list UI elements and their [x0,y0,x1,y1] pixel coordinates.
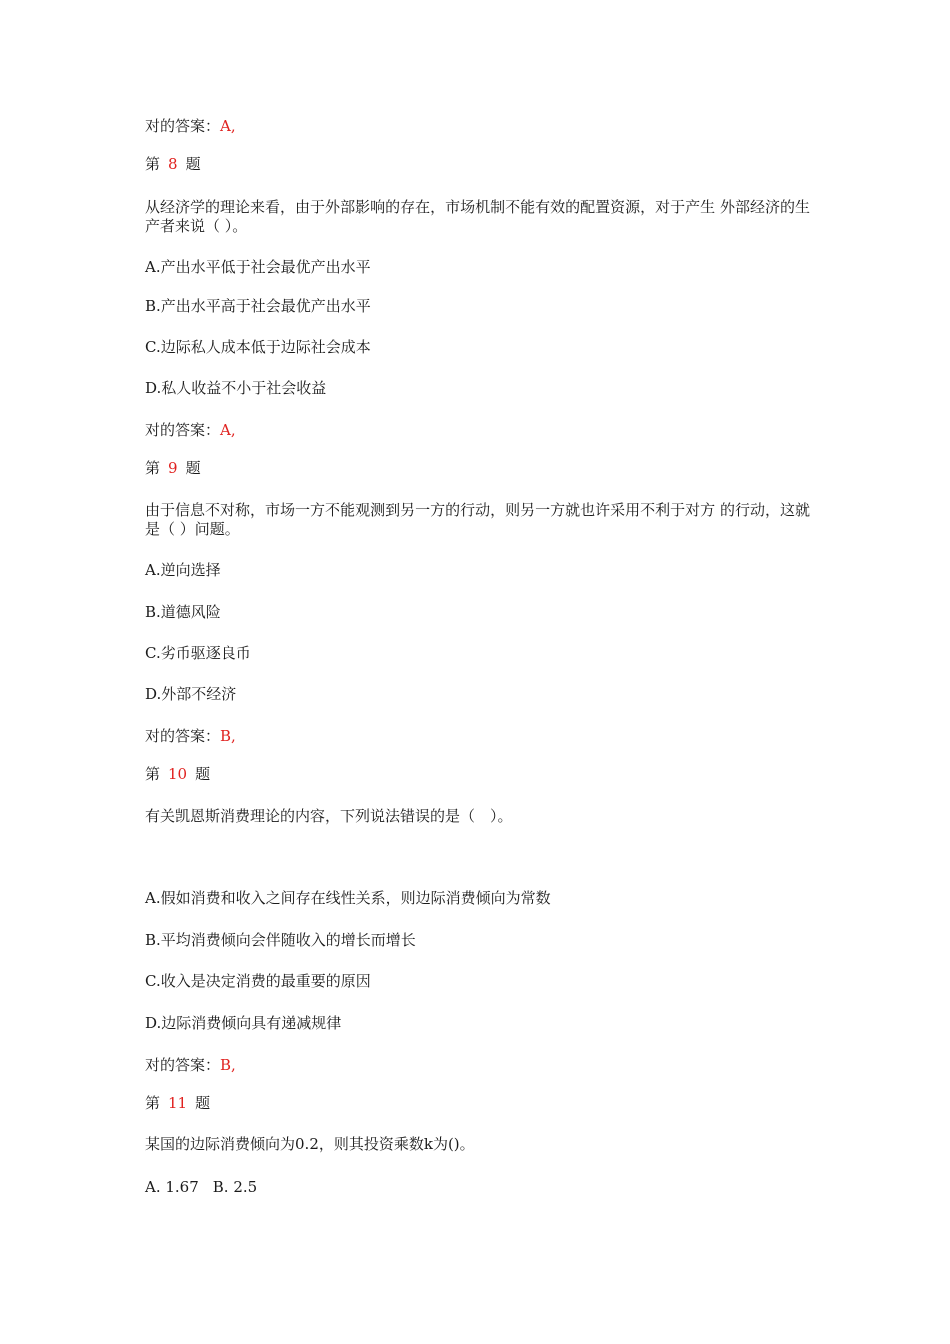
option-q9-b: B.道德风险 [145,603,221,621]
option-q9-a: A.逆向选择 [145,561,221,579]
question-prefix: 第 [145,1094,161,1112]
answer-line-q8 [145,421,810,440]
option-q9-c: C.劣币驱逐良币 [145,644,251,662]
option-q8-b: B.产出水平高于社会最优产出水平 [145,297,371,315]
question-number: 8 [168,155,178,173]
option-q8-c: C.边际私人成本低于边际社会成本 [145,338,371,356]
answer-value: A, [220,117,236,135]
question-heading-q11 [145,1094,810,1113]
question-prefix: 第 [145,765,161,783]
answer-value: A, [220,421,236,439]
options-row-q11 [145,1178,810,1197]
question-text-q9: 由于信息不对称，市场一方不能观测到另一方的行动，则另一方就也许采用不利于对方 的行动，这就是（ ）问题。 [145,501,810,538]
question-suffix: 题 [195,765,211,783]
question-text-q10: 有关凯恩斯消费理论的内容，下列说法错误的是（ ）。 [145,807,513,825]
question-text-q11: 某国的边际消费倾向为0.2，则其投资乘数k为()。 [145,1135,475,1153]
answer-line-q10 [145,1056,810,1075]
answer-label: 对的答案： [145,421,221,439]
answer-value: B, [220,727,236,745]
answer-label: 对的答案： [145,727,221,745]
answer-label: 对的答案： [145,117,221,135]
question-number: 11 [168,1094,188,1112]
question-suffix: 题 [185,155,201,173]
question-heading-q8 [145,155,810,174]
question-suffix: 题 [185,459,201,477]
answer-value: B, [220,1056,236,1074]
option-q10-d: D.边际消费倾向具有递减规律 [145,1014,342,1032]
option-q10-a: A.假如消费和收入之间存在线性关系，则边际消费倾向为常数 [145,889,551,907]
option-q11-b: B. 2.5 [212,1178,258,1196]
option-q8-d: D.私人收益不小于社会收益 [145,379,327,397]
answer-label: 对的答案： [145,1056,221,1074]
question-heading-q10 [145,765,810,784]
option-q10-b: B.平均消费倾向会伴随收入的增长而增长 [145,931,416,949]
question-text-q8: 从经济学的理论来看，由于外部影响的存在，市场机制不能有效的配置资源，对于产生 外部经济的生产者来说（ ）。 [145,198,810,235]
option-q10-c: C.收入是决定消费的最重要的原因 [145,972,371,990]
answer-line-q7 [145,117,810,136]
question-suffix: 题 [195,1094,211,1112]
option-q8-a: A.产出水平低于社会最优产出水平 [145,258,371,276]
question-heading-q9 [145,459,810,478]
answer-line-q9 [145,727,810,746]
question-number: 10 [168,765,188,783]
question-prefix: 第 [145,155,161,173]
option-q11-a: A. 1.67 [145,1178,199,1196]
option-q9-d: D.外部不经济 [145,685,237,703]
question-number: 9 [168,459,178,477]
question-prefix: 第 [145,459,161,477]
